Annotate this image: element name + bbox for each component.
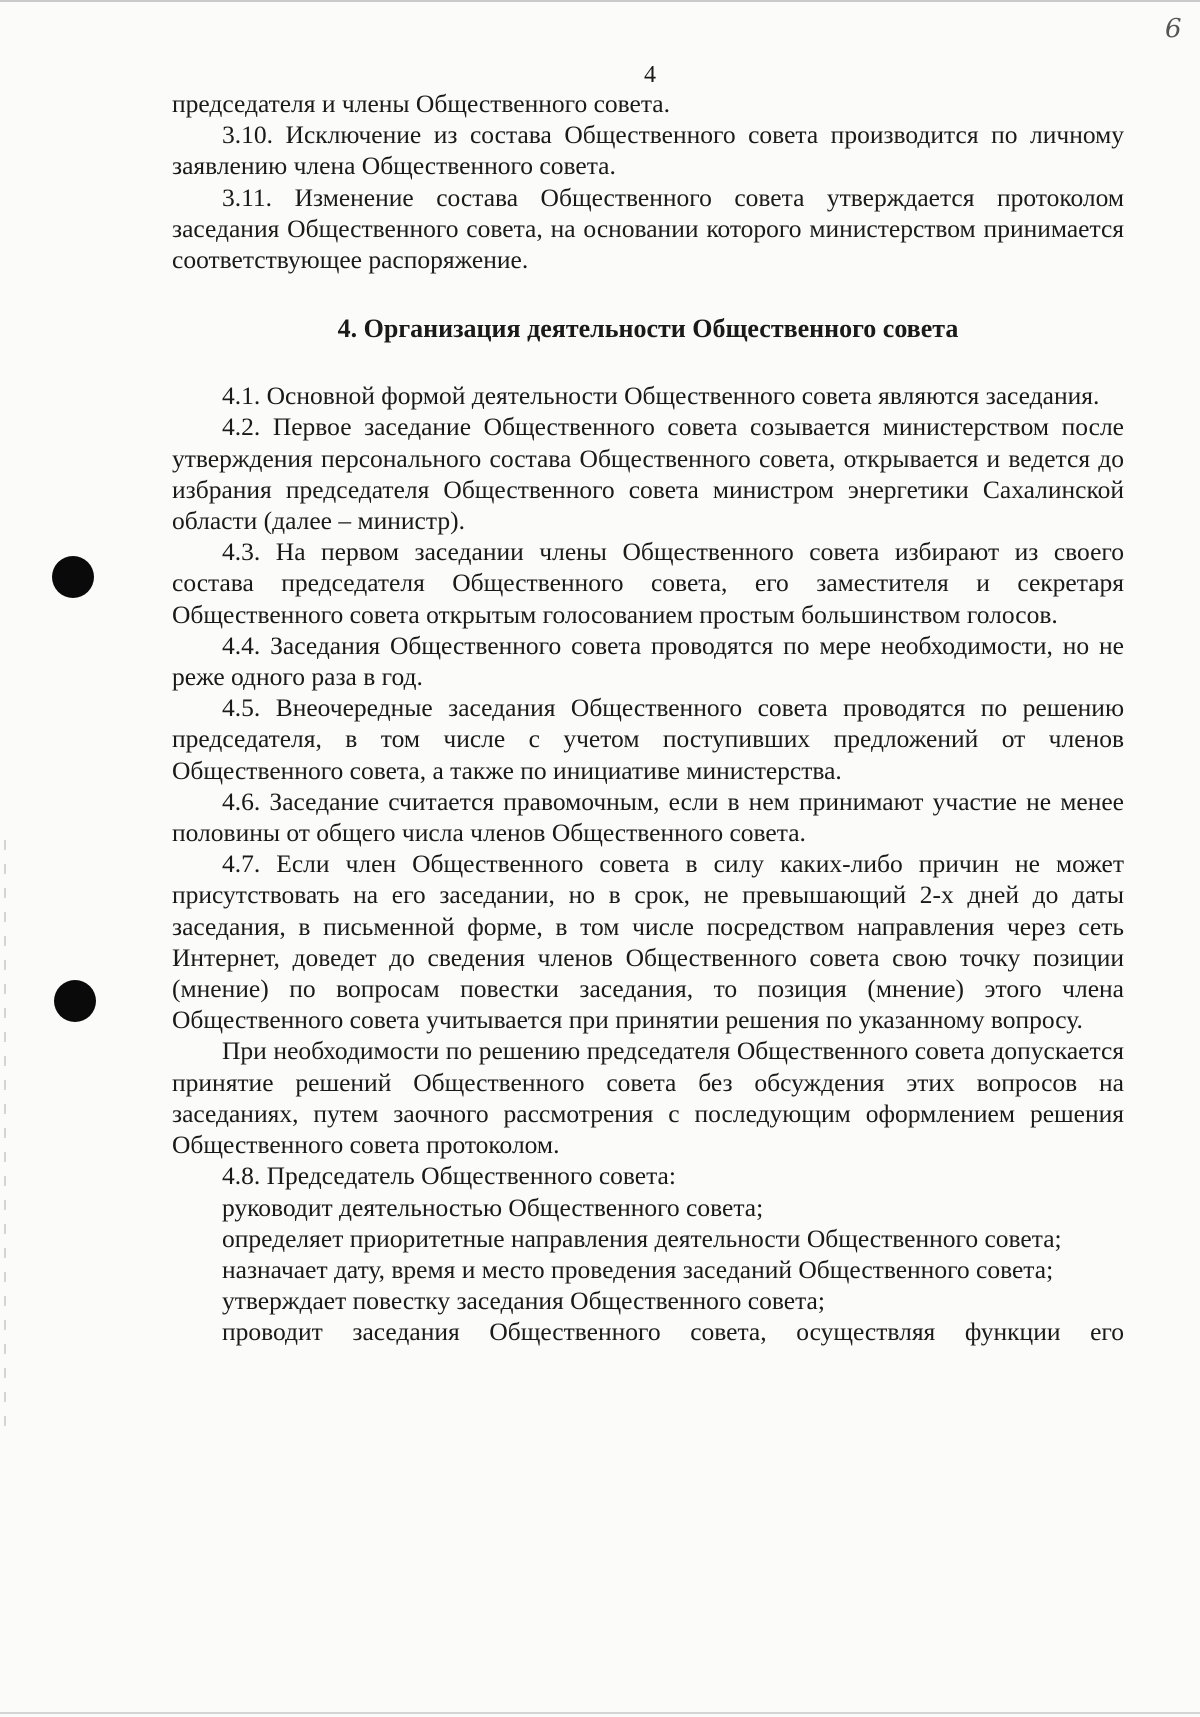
paragraph: 3.10. Исключение из состава Общественного совета производится по личному заявлению члена Общественного совета. [172, 120, 1124, 181]
paragraph: утверждает повестку заседания Общественного совета; [222, 1286, 825, 1316]
scan-left-edge-marks [4, 840, 6, 1440]
paragraph: При необходимости по решению председателя Общественного совета допускается принятие решений Общественного совета без обсуждения этих вопросов на заседаниях, путем заочного рассмотрения с последующим оформлением решения Общественного совета протоколом. [172, 1036, 1124, 1160]
paragraph: определяет приоритетные направления деятельности Общественного совета; [222, 1223, 1062, 1253]
handwritten-sheet-number: 6 [1165, 14, 1182, 44]
paragraph: председателя и члены Общественного совета. [172, 89, 670, 118]
paragraph: 4.7. Если член Общественного совета в силу каких-либо причин не может присутствовать на его заседании, но в срок, не превышающий 2-х дней до даты заседания, в письменной форме, в том числе посредством направления через сеть Интернет, доведет до сведения членов Общественного совета свою точку позиции (мнение) по вопросам повестки заседания, то позиция (мнение) этого члена Общественного совета учитывается при принятии решения по указанному вопросу. [172, 849, 1124, 1035]
paragraph: 4.8. Председатель Общественного совета: [222, 1161, 676, 1191]
punch-hole-icon [54, 980, 96, 1022]
punch-hole-icon [52, 556, 94, 598]
paragraph: назначает дату, время и место проведения заседаний Общественного совета; [222, 1254, 1054, 1284]
document-body [172, 88, 1124, 1348]
paragraph: руководит деятельностью Общественного совета; [222, 1192, 764, 1222]
paragraph: 3.11. Изменение состава Общественного совета утверждается протоколом заседания Общественного совета, на основании которого министерством принимается соответствующее распоряжение. [172, 182, 1124, 275]
scan-bottom-edge [0, 1712, 1200, 1714]
paragraph: 4.1. Основной формой деятельности Общественного совета являются заседания. [222, 381, 1100, 411]
paragraph: 4.5. Внеочередные заседания Общественного совета проводятся по решению председателя, в том числе с учетом поступивших предложений от членов Общественного совета, а также по инициативе министерства. [172, 693, 1124, 785]
paragraph: проводит заседания Общественного совета, осуществляя функции его [222, 1317, 1124, 1347]
section-heading: 4. Организация деятельности Общественного совета [337, 314, 959, 344]
paragraph: 4.6. Заседание считается правомочным, если в нем принимают участие не менее половины от общего числа членов Общественного совета. [172, 786, 1124, 848]
paragraph: 4.2. Первое заседание Общественного совета созывается министерством после утверждения персонального состава Общественного совета, открывается и ведется до избрания председателя Общественного совета министром энергетики Сахалинской области (далее – министр). [172, 412, 1124, 536]
paragraph: 4.4. Заседания Общественного совета проводятся по мере необходимости, но не реже одного раза в год. [172, 630, 1124, 692]
paragraph: 4.3. На первом заседании члены Общественного совета избирают из своего состава председателя Общественного совета, его заместителя и секретаря Общественного совета открытым голосованием простым большинством голосов. [172, 537, 1124, 629]
page-number: 4 [644, 62, 656, 88]
scan-top-edge [0, 0, 1200, 2]
